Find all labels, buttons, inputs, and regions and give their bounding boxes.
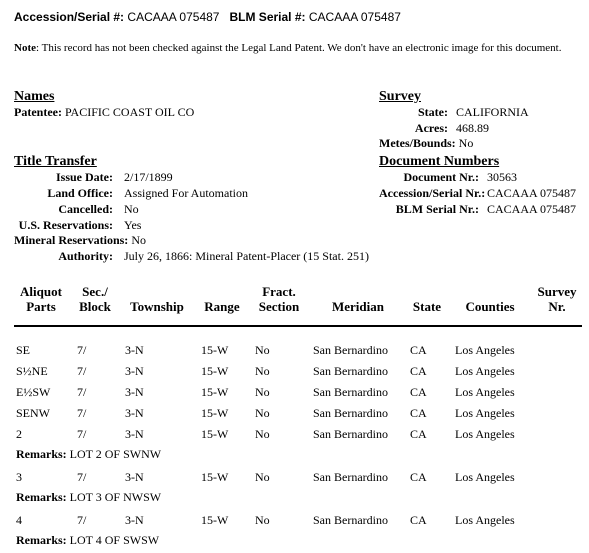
cell-township: 3-N (125, 513, 144, 527)
cell-fract: No (255, 343, 270, 357)
cell-range: 15-W (201, 364, 229, 378)
col-aliquot-header (14, 284, 68, 314)
patentee-value: PACIFIC COAST OIL CO (64, 105, 195, 119)
cell-range: 15-W (201, 343, 229, 357)
authority-label: Authority: (58, 249, 113, 263)
cell-meridian: San Bernardino (313, 343, 388, 357)
cell-township: 3-N (125, 343, 144, 357)
cell-counties: Los Angeles (455, 427, 515, 441)
remarks-row (16, 490, 161, 505)
cell-state: CA (410, 470, 427, 484)
note-label: Note (14, 42, 36, 54)
land-office-value: Assigned For Automation (124, 186, 249, 200)
cell-state: CA (410, 364, 427, 378)
col-state-header: State (412, 299, 442, 314)
cell-sec: 7/ (77, 427, 87, 441)
cell-sec: 7/ (77, 364, 87, 378)
cell-meridian: San Bernardino (313, 385, 388, 399)
cell-township: 3-N (125, 385, 144, 399)
cell-township: 3-N (125, 427, 144, 441)
cell-counties: Los Angeles (455, 470, 515, 484)
us-reservations-value: Yes (124, 218, 142, 232)
cell-fract: No (255, 470, 270, 484)
remarks-label: Remarks: (16, 533, 67, 547)
note-text: : This record has not been checked against the Legal Land Patent. We don't have an electronic image for this document. (36, 42, 562, 54)
cancelled-label: Cancelled: (58, 202, 113, 216)
cell-meridian: San Bernardino (313, 513, 388, 527)
col-meridian-header: Meridian (332, 299, 384, 314)
cell-range: 15-W (201, 427, 229, 441)
cell-sec: 7/ (77, 406, 87, 420)
note-line (14, 42, 561, 54)
blm-serial-label: BLM Serial #: (229, 10, 306, 24)
col-counties-header: Counties (465, 299, 515, 314)
accession-nr-label: Accession/Serial Nr.: (379, 186, 486, 200)
col-aliquot-line1: Aliquot (20, 284, 62, 299)
col-survey-line2: Nr. (548, 299, 566, 314)
col-sec-line1: Sec./ (82, 284, 108, 299)
land-office-label: Land Office: (47, 186, 113, 200)
remarks-value: LOT 4 OF SWSW (69, 533, 160, 547)
metes-label: Metes/Bounds: (379, 136, 456, 150)
remarks-label: Remarks: (16, 447, 67, 461)
cell-aliquot: SENW (16, 406, 50, 420)
survey-heading: Survey (379, 89, 421, 104)
col-survey-line1: Survey (537, 284, 577, 299)
remarks-row (16, 447, 161, 462)
survey-acres-value: 468.89 (456, 121, 489, 135)
survey-state-label: State: (418, 105, 448, 119)
title-transfer-heading: Title Transfer (14, 154, 97, 169)
cell-state: CA (410, 427, 427, 441)
cell-range: 15-W (201, 513, 229, 527)
authority-value: July 26, 1866: Mineral Patent-Placer (15 Stat. 251) (124, 249, 369, 263)
remarks-label: Remarks: (16, 490, 67, 504)
metes-value: No (458, 136, 474, 150)
cell-range: 15-W (201, 385, 229, 399)
survey-acres-label: Acres: (414, 121, 448, 135)
cell-counties: Los Angeles (455, 406, 515, 420)
col-fract-line1: Fract. (262, 284, 296, 299)
cell-sec: 7/ (77, 343, 87, 357)
cell-counties: Los Angeles (455, 343, 515, 357)
col-aliquot-line2: Parts (26, 299, 56, 314)
cell-sec: 7/ (77, 385, 87, 399)
cell-fract: No (255, 364, 270, 378)
document-numbers-heading: Document Numbers (379, 154, 500, 169)
cell-meridian: San Bernardino (313, 427, 388, 441)
blm-serial-nr-value: CACAAA 075487 (487, 202, 577, 216)
cell-meridian: San Bernardino (313, 406, 388, 420)
cell-aliquot: 2 (16, 427, 22, 441)
accession-label: Accession/Serial #: (14, 10, 125, 24)
us-reservations-label: U.S. Reservations: (18, 218, 113, 232)
cell-fract: No (255, 406, 270, 420)
cell-fract: No (255, 427, 270, 441)
accession-nr-value: CACAAA 075487 (487, 186, 577, 200)
cell-aliquot: 4 (16, 513, 22, 527)
blm-serial-nr-label: BLM Serial Nr.: (395, 202, 479, 216)
cell-meridian: San Bernardino (313, 364, 388, 378)
document-nr-value: 30563 (487, 170, 517, 184)
remarks-row (16, 533, 159, 548)
cell-meridian: San Bernardino (313, 470, 388, 484)
col-sec-line2: Block (79, 299, 111, 314)
col-survey-header (528, 284, 586, 314)
table-header-rule (14, 325, 582, 327)
survey-state-value: CALIFORNIA (456, 105, 529, 119)
col-range-header: Range (204, 299, 240, 314)
cell-sec: 7/ (77, 470, 87, 484)
patentee-row (14, 105, 194, 120)
issue-date-label: Issue Date: (56, 170, 113, 184)
cell-aliquot: SE (16, 343, 31, 357)
cell-state: CA (410, 406, 427, 420)
names-heading: Names (14, 89, 55, 104)
document-nr-label: Document Nr.: (403, 170, 479, 184)
cell-sec: 7/ (77, 513, 87, 527)
cell-state: CA (410, 513, 427, 527)
patentee-label: Patentee: (14, 105, 62, 119)
accession-value: CACAAA 075487 (127, 10, 220, 24)
mineral-reservations-label: Mineral Reservations: (14, 233, 129, 247)
cancelled-value: No (124, 202, 139, 216)
remarks-value: LOT 2 OF SWNW (69, 447, 162, 461)
col-fract-header (250, 284, 308, 314)
cell-state: CA (410, 385, 427, 399)
cell-range: 15-W (201, 406, 229, 420)
col-fract-line2: Section (258, 299, 300, 314)
cell-aliquot: 3 (16, 470, 22, 484)
issue-date-value: 2/17/1899 (124, 170, 173, 184)
remarks-value: LOT 3 OF NWSW (69, 490, 162, 504)
mineral-reservations-row (14, 233, 146, 248)
metes-row (379, 136, 473, 151)
cell-fract: No (255, 385, 270, 399)
cell-aliquot: E½SW (16, 385, 51, 399)
cell-township: 3-N (125, 406, 144, 420)
blm-serial-value: CACAAA 075487 (308, 10, 401, 24)
cell-township: 3-N (125, 364, 144, 378)
col-township-header: Township (130, 299, 184, 314)
cell-aliquot: S½NE (16, 364, 48, 378)
cell-counties: Los Angeles (455, 385, 515, 399)
col-sec-header (73, 284, 117, 314)
cell-counties: Los Angeles (455, 364, 515, 378)
serial-header (14, 10, 401, 24)
cell-fract: No (255, 513, 270, 527)
cell-state: CA (410, 343, 427, 357)
cell-range: 15-W (201, 470, 229, 484)
mineral-reservations-value: No (131, 233, 146, 247)
cell-township: 3-N (125, 470, 144, 484)
cell-counties: Los Angeles (455, 513, 515, 527)
